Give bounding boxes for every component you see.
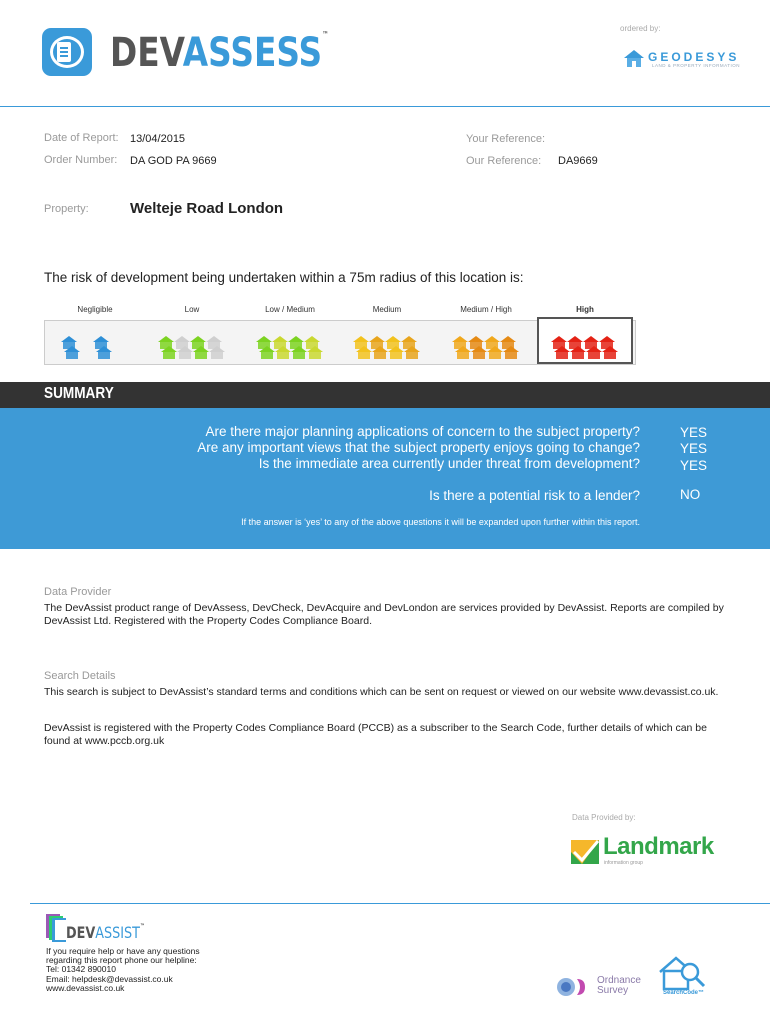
risk-houses-icon <box>347 328 427 362</box>
order-number-label: Order Number: <box>44 154 118 166</box>
data-provided-by-label: Data Provided by: <box>572 813 636 822</box>
summary-answer: YES <box>680 425 708 440</box>
date-value: 13/04/2015 <box>130 133 186 145</box>
risk-houses-icon <box>545 328 625 362</box>
summary-question: Is the immediate area currently under threat from development? <box>258 456 640 471</box>
risk-houses-icon <box>250 328 330 362</box>
devassist-tm: ™ <box>140 923 145 930</box>
summary-bar <box>0 382 770 408</box>
landmark-logo-icon <box>571 838 601 866</box>
geodesys-name: GEODESYS <box>648 50 740 64</box>
brand-wordmark <box>110 30 329 76</box>
data-provider-heading: Data Provider <box>44 586 112 598</box>
summary-title: SUMMARY <box>44 385 114 402</box>
date-label: Date of Report: <box>44 132 119 144</box>
landmark-tagline: information group <box>604 860 643 866</box>
devassist-assist: ASSIST <box>95 923 140 942</box>
search-details-heading: Search Details <box>44 670 116 682</box>
brand-dev: DEV <box>110 30 183 76</box>
os-line2: Survey <box>597 985 629 996</box>
helpline-email: Email: helpdesk@devassist.co.uk <box>46 973 173 984</box>
search-details-text: This search is subject to DevAssist’s standard terms and conditions which can be sent on request or viewed on our website www.devassist.co.uk. <box>44 686 719 698</box>
brand-assess: ASSESS <box>182 30 323 76</box>
risk-level-label: Negligible <box>77 305 113 314</box>
search-details-text: DevAssist is registered with the Property Codes Compliance Board (PCCB) as a subscriber to the Search Code, further details of which can be found at www.pccb.org.uk <box>44 722 707 747</box>
summary-answer: YES <box>680 441 708 456</box>
helpline-phone: Tel: 01342 890010 <box>46 964 116 975</box>
your-reference-label: Your Reference: <box>466 133 546 145</box>
risk-level-label: Low <box>184 305 200 314</box>
footer-divider <box>30 903 770 904</box>
risk-houses-icon <box>152 328 232 362</box>
landmark-name: Landmark <box>603 833 714 860</box>
risk-level-label: High <box>576 305 594 314</box>
devassist-wordmark <box>66 923 145 942</box>
devassist-dev: DEV <box>66 923 96 942</box>
our-reference-label: Our Reference: <box>466 155 542 167</box>
summary-answer: NO <box>680 487 701 502</box>
risk-houses-icon <box>55 328 135 362</box>
risk-level-label: Low / Medium <box>265 305 315 314</box>
property-label: Property: <box>44 203 89 215</box>
property-value: Welteje Road London <box>130 200 284 217</box>
ordered-by-label: ordered by: <box>620 24 661 33</box>
geodesys-tagline: LAND & PROPERTY INFORMATION <box>652 63 741 68</box>
helpline-line: regarding this report phone our helpline: <box>46 955 197 966</box>
risk-houses-icon <box>446 328 526 362</box>
searchcode-label: SearchCode™ <box>663 990 705 996</box>
summary-question: Are any important views that the subject property enjoys going to change? <box>197 440 640 455</box>
risk-question: The risk of development being undertaken within a 75m radius of this location is: <box>44 270 524 285</box>
helpline-line: If you require help or have any questions <box>46 946 200 956</box>
searchcode-house-icon <box>656 954 708 992</box>
risk-level-label: Medium / High <box>460 305 512 314</box>
os-line1: Ordnance <box>597 975 641 986</box>
helpline-info <box>46 947 266 993</box>
ordnance-survey-logo-icon <box>555 975 595 999</box>
brand-tm: ™ <box>322 30 329 39</box>
summary-question: Are there major planning applications of concern to the subject property? <box>205 424 640 439</box>
geodesys-house-icon <box>622 48 646 68</box>
helpline-website: www.devassist.co.uk <box>46 982 125 993</box>
summary-question: Is there a potential risk to a lender? <box>429 488 640 503</box>
data-provider-text: The DevAssist product range of DevAssess, DevCheck, DevAcquire and DevLondon are services provided by DevAssist. Reports are compiled by DevAssist Ltd. Registered with the Property Codes Compliance Board. <box>44 602 724 627</box>
risk-level-label: Medium <box>372 305 402 314</box>
summary-note: If the answer is ‘yes’ to any of the above questions it will be expanded upon further within this report. <box>241 517 640 527</box>
summary-answer: YES <box>680 458 708 473</box>
devassess-logo-icon <box>42 28 92 76</box>
our-reference-value: DA9669 <box>558 155 598 167</box>
ordnance-survey-name <box>597 976 641 996</box>
order-number-value: DA GOD PA 9669 <box>130 155 217 167</box>
header-divider <box>0 106 770 107</box>
devassist-logo-icon <box>46 914 68 942</box>
